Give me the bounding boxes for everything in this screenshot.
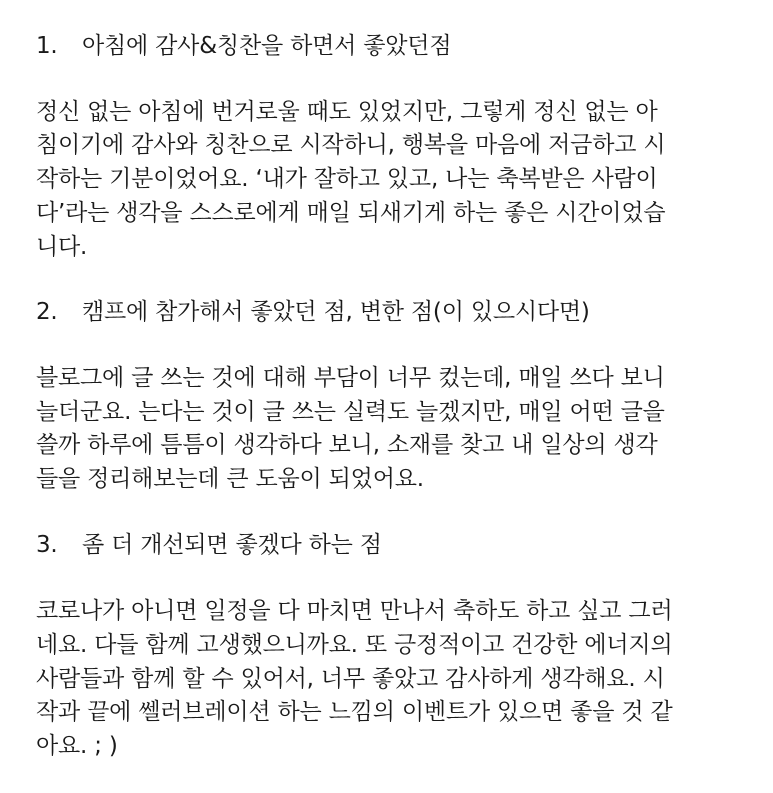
section-2-number: 2. [36,299,58,325]
section-1-line-3: 작하는 기분이었어요. ‘내가 잘하고 있고, 나는 축복받은 사람이 [36,166,658,192]
section-1-line-2: 침이기에 감사와 칭찬으로 시작하니, 행복을 마음에 저금하고 시 [36,132,666,158]
section-1-title: 아침에 감사&칭찬을 하면서 좋았던점 [82,33,452,59]
section-3-line-4: 작과 끝에 쎌러브레이션 하는 느낌의 이벤트가 있으면 좋을 것 같 [36,699,673,725]
section-2-line-4: 들을 정리해보는데 큰 도움이 되었어요. [36,466,424,492]
section-2-heading [36,297,590,327]
section-3-heading [36,530,382,560]
section-3-line-1: 코로나가 아니면 일정을 다 마치면 만나서 축하도 하고 싶고 그러 [36,598,673,624]
section-2-line-2: 늘더군요. 는다는 것이 글 쓰는 실력도 늘겠지만, 매일 어떤 글을 [36,399,665,425]
section-3-line-2: 네요. 다들 함께 고생했으니까요. 또 긍정적이고 건강한 에너지의 [36,632,673,658]
section-3-line-5: 아요. ; ) [36,733,118,759]
section-1-line-1: 정신 없는 아침에 번거로울 때도 있었지만, 그렇게 정신 없는 아 [36,99,658,125]
section-1-line-5: 니다. [36,234,88,260]
section-2-line-3: 쓸까 하루에 틈틈이 생각하다 보니, 소재를 찾고 내 일상의 생각 [36,432,658,458]
section-3-number: 3. [36,532,58,558]
section-1-number: 1. [36,33,58,59]
section-3-line-3: 사람들과 함께 할 수 있어서, 너무 좋았고 감사하게 생각해요. 시 [36,666,665,692]
section-2-line-1: 블로그에 글 쓰는 것에 대해 부담이 너무 컸는데, 매일 쓰다 보니 [36,365,665,391]
section-1-line-4: 다’라는 생각을 스스로에게 매일 되새기게 하는 좋은 시간이었습 [36,200,666,226]
section-1-heading [36,31,451,61]
section-2-title: 캠프에 참가해서 좋았던 점, 변한 점(이 있으시다면) [82,299,590,325]
section-3-title: 좀 더 개선되면 좋겠다 하는 점 [82,532,382,558]
